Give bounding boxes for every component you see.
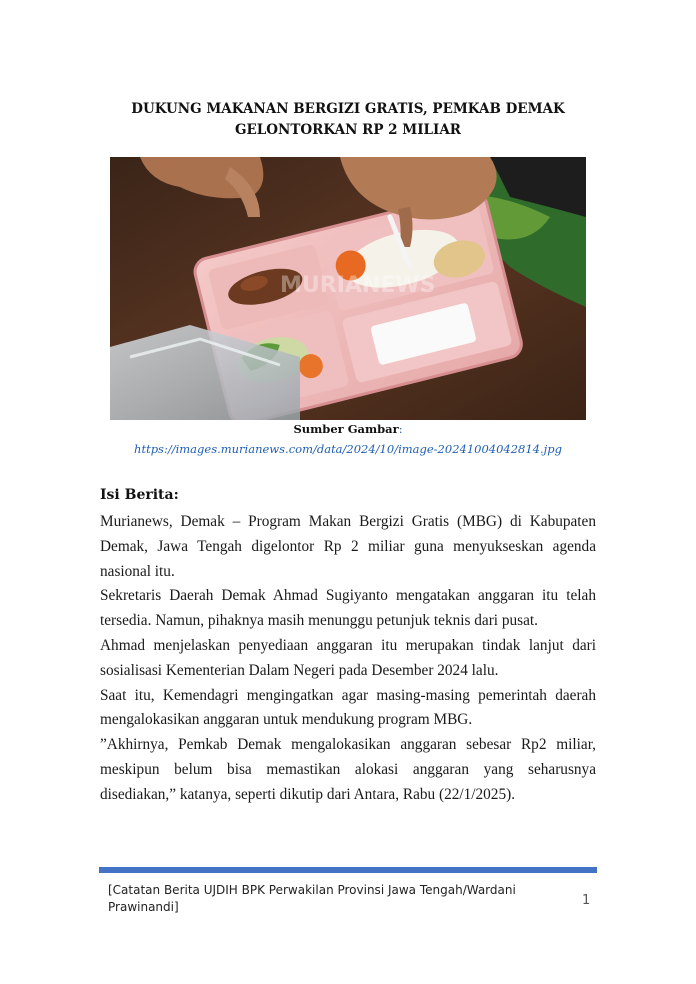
article-paragraph: ”Akhirnya, Pemkab Demak mengalokasikan anggaran sebesar Rp2 miliar, meskipun belum bisa memastikan alokasi anggaran yang seharusnya disediakan,” katanya, seperti dikutip dari Antara, Rabu (22/1/2025). xyxy=(100,736,596,803)
section-heading: Isi Berita: xyxy=(100,487,179,503)
page-number: 1 xyxy=(582,893,591,908)
photo-watermark: MURIANEWS xyxy=(280,273,436,298)
footer-divider xyxy=(99,867,597,873)
image-source-label-text: Sumber Gambar xyxy=(293,422,399,436)
article-body xyxy=(100,510,596,808)
image-source-colon: : xyxy=(398,422,403,436)
article-title xyxy=(100,99,596,141)
article-paragraph: Sekretaris Daerah Demak Ahmad Sugiyanto mengatakan anggaran itu telah tersedia. Namun, pihaknya masih menunggu petunjuk teknis dari pusat. xyxy=(100,587,596,630)
article-paragraph: Murianews, Demak – Program Makan Bergizi Gratis (MBG) di Kabupaten Demak, Jawa Tengah digelontor Rp 2 miliar guna menyukseskan agenda nasional itu. xyxy=(100,513,596,580)
article-paragraph: Saat itu, Kemendagri mengingatkan agar masing-masing pemerintah daerah mengalokasikan anggaran untuk mendukung program MBG. xyxy=(100,686,596,729)
article-title-line-2: GELONTORKAN RP 2 MILIAR xyxy=(234,122,462,138)
footer-note: [Catatan Berita UJDIH BPK Perwakilan Provinsi Jawa Tengah/Wardani Prawinandi] xyxy=(108,883,516,914)
image-source-link[interactable]: https://images.murianews.com/data/2024/10/image-20241004042814.jpg xyxy=(134,442,562,456)
article-paragraph: Ahmad menjelaskan penyediaan anggaran itu merupakan tindak lanjut dari sosialisasi Kementerian Dalam Negeri pada Desember 2024 lalu. xyxy=(100,636,596,679)
lunchbox-photo xyxy=(110,157,586,420)
article-title-line-1: DUKUNG MAKANAN BERGIZI GRATIS, PEMKAB DEMAK xyxy=(131,101,565,117)
image-source-label xyxy=(100,422,596,436)
news-photo xyxy=(110,157,586,420)
